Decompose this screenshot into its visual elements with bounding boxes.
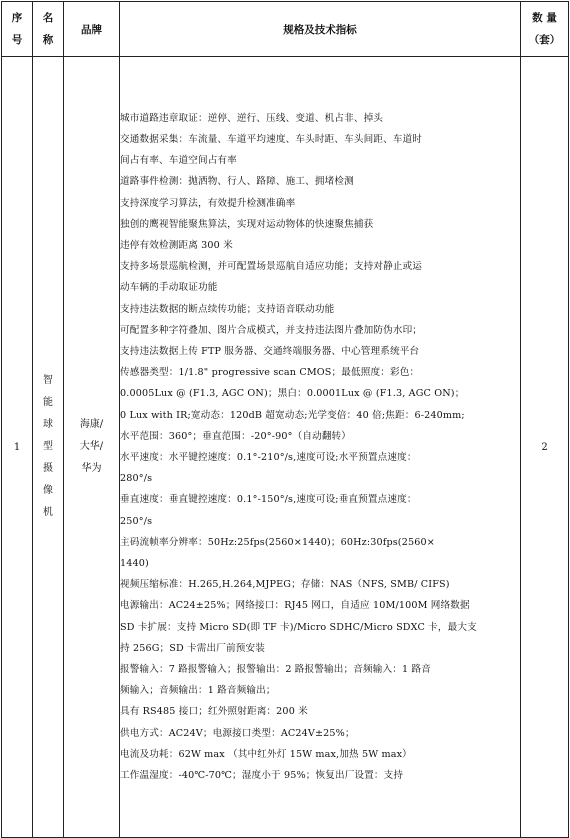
spec-line: 工作温湿度：-40℃-70℃；湿度小于 95%；恢复出厂设置：支持 [120, 770, 404, 782]
spec-line: 道路事件检测：抛洒物、行人、路障、施工、拥堵检测 [120, 176, 354, 188]
spec-line: 交通数据采集：车流量、车道平均速度、车头时距、车头间距、车道时 [120, 133, 423, 145]
header-name: 名 称 [33, 2, 64, 57]
spec-line: 具有 RS485 接口；红外照射距离：200 米 [120, 706, 308, 718]
product-name-char: 像 [43, 485, 53, 496]
table-row [2, 57, 569, 838]
spec-line: 持 256G；SD 卡需出厂前预安装 [120, 642, 265, 654]
header-spec: 规格及技术指标 [120, 2, 521, 57]
spec-line: 支持深度学习算法，有效提升检测准确率 [120, 197, 296, 209]
spec-line: 城市道路违章取证：逆停、逆行、压线、变道、机占非、掉头 [120, 112, 384, 124]
brand-line: 海康/ [79, 419, 104, 430]
header-brand: 品牌 [64, 2, 120, 57]
spec-line: 供电方式：AC24V；电源接口类型：AC24V±25%； [120, 727, 355, 739]
spec-line: 报警输入：7 路报警输入；报警输出：2 路报警输出；音频输入：1 路音 [120, 664, 431, 676]
spec-line: 违停有效检测距离 300 米 [120, 239, 233, 251]
spec-line: 电源输出：AC24±25%；网络接口：RJ45 网口，自适应 10M/100M 网络数据 [120, 600, 470, 612]
product-name-char: 机 [43, 507, 53, 518]
spec-line: 主码流帧率分辨率：50Hz:25fps(2560×1440)；60Hz:30fps(2560× [120, 536, 435, 548]
spec-line: 1440) [120, 558, 149, 570]
table-header-row [2, 2, 569, 57]
row-index: 1 [2, 57, 33, 838]
product-name-char: 摄 [43, 463, 53, 474]
spec-line: 垂直速度：垂直键控速度：0.1°-150°/s,速度可设;垂直预置点速度： [120, 494, 417, 506]
product-name-char: 智 [43, 375, 53, 386]
header-quantity: 数 量 （套） [521, 2, 569, 57]
product-name-char: 能 [43, 397, 53, 408]
header-index: 序 号 [2, 2, 33, 57]
spec-line: 传感器类型：1/1.8" progressive scan CMOS；最低照度：彩色： [120, 367, 420, 379]
brand-line: 华为 [81, 463, 102, 474]
spec-line: SD 卡扩展：支持 Micro SD(即 TF 卡)/Micro SDHC/Micro SDXC 卡，最大支 [120, 621, 477, 633]
spec-table [1, 1, 569, 838]
spec-line: 0.0005Lux @ (F1.3, AGC ON)；黑白：0.0001Lux @ (F1.3, AGC ON)； [120, 388, 465, 400]
spec-line: 频输入；音频输出：1 路音频输出； [120, 685, 276, 697]
spec-line: 可配置多种字符叠加、图片合成模式，并支持违法图片叠加防伪水印； [120, 324, 423, 336]
spec-line: 电流及功耗：62W max （其中红外灯 15W max,加热 5W max） [120, 748, 412, 760]
spec-line: 0 Lux with IR;宽动态：120dB 超宽动态;光学变倍：40 倍;焦距：6-240mm; [120, 409, 465, 421]
row-quantity: 2 [521, 57, 569, 838]
spec-line: 支持违法数据上传 FTP 服务器、交通终端服务器、中心管理系统平台 [120, 345, 420, 357]
spec-line: 间占有率、车道空间占有率 [120, 155, 237, 167]
product-name-char: 型 [43, 441, 53, 452]
spec-line: 独创的鹰视智能聚焦算法，实现对运动物体的快速聚焦捕获 [120, 218, 374, 230]
spec-line: 支持违法数据的断点续传功能；支持语音联动功能 [120, 303, 335, 315]
product-name-char: 球 [43, 419, 53, 430]
spec-lines [120, 108, 520, 787]
spec-line: 280°/s [120, 473, 153, 485]
spec-line: 支持多场景巡航检测，并可配置场景巡航自适应功能；支持对静止或运 [120, 261, 423, 273]
row-brand [64, 57, 120, 838]
spec-line: 水平速度：水平键控速度：0.1°-210°/s,速度可设;水平预置点速度： [120, 452, 417, 463]
row-product-name [33, 57, 64, 838]
spec-line: 水平范围：360°；垂直范围：-20°-90°（自动翻转） [120, 430, 352, 442]
spec-line: 250°/s [120, 515, 153, 527]
spec-line: 动车辆的手动取证功能 [120, 282, 218, 294]
row-spec-cell [120, 57, 521, 838]
spec-line: 视频压缩标准：H.265,H.264,MJPEG；存储：NAS（NFS, SMB/ CIFS) [120, 579, 450, 591]
brand-line: 大华/ [79, 441, 104, 452]
